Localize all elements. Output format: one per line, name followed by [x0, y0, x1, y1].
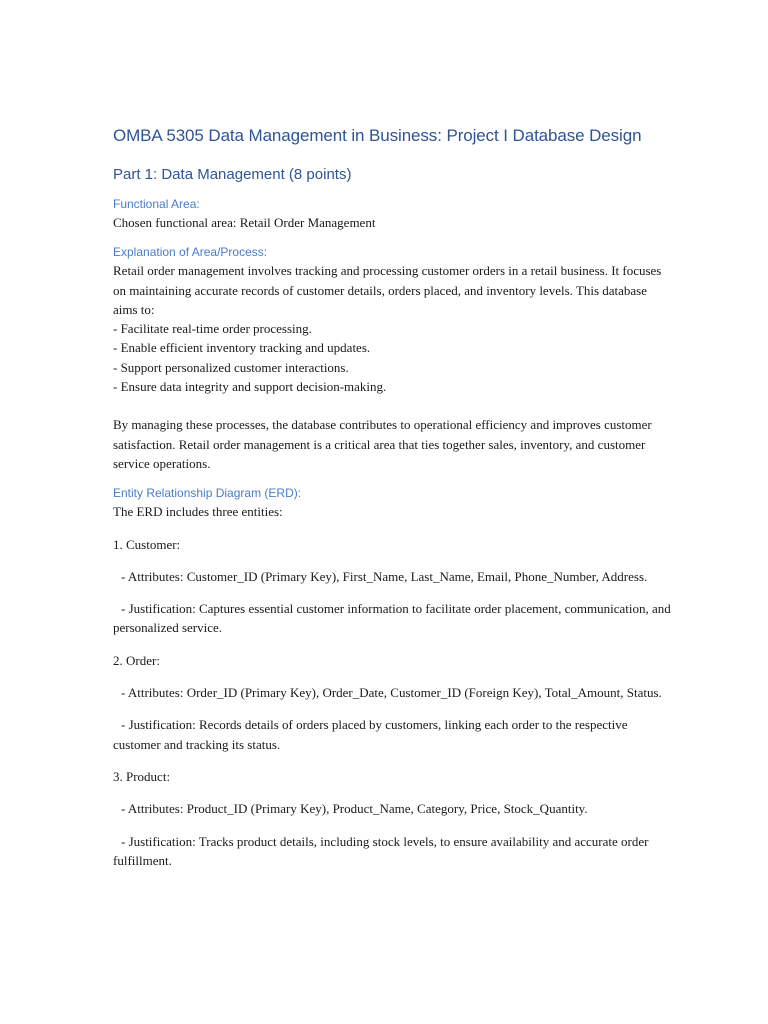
- explanation-intro: Retail order management involves tracking and processing customer orders in a retail business. It focuses on maintaining accurate records of customer details, orders placed, and inventory levels. This database aims to:: [113, 263, 662, 317]
- erd-intro: The ERD includes three entities:: [113, 504, 283, 520]
- entity-name-customer: 1. Customer:: [113, 536, 181, 552]
- entity-attributes-product: - Attributes: Product_ID (Primary Key), Product_Name, Category, Price, Stock_Quantity.: [121, 801, 588, 817]
- entity-justification-product: - Justification: Tracks product details, including stock levels, to ensure availability and accurate order fulfillment.: [113, 833, 649, 868]
- entity-attributes-customer: - Attributes: Customer_ID (Primary Key), First_Name, Last_Name, Email, Phone_Number, Address.: [121, 568, 648, 584]
- explanation-bullet: - Support personalized customer interactions.: [113, 359, 349, 375]
- functional-area-text: Chosen functional area: Retail Order Management: [113, 215, 376, 230]
- entity-attributes-order: - Attributes: Order_ID (Primary Key), Order_Date, Customer_ID (Foreign Key), Total_Amount, Status.: [121, 685, 662, 701]
- erd-heading: Entity Relationship Diagram (ERD):: [113, 486, 302, 501]
- explanation-closing: By managing these processes, the database contributes to operational efficiency and improves customer satisfaction. Retail order management is a critical area that ties together sales, inventory, and customer service operations.: [113, 417, 652, 471]
- explanation-bullet: - Facilitate real-time order processing.: [113, 321, 312, 337]
- part1-heading: Part 1: Data Management (8 points): [113, 166, 352, 183]
- entity-name-product: 3. Product:: [113, 768, 171, 784]
- entity-name-order: 2. Order:: [113, 652, 160, 668]
- document-title: OMBA 5305 Data Management in Business: Project I Database Design: [113, 126, 642, 145]
- entity-justification-order: - Justification: Records details of orders placed by customers, linking each order to the respective customer and tracking its status.: [113, 717, 628, 752]
- explanation-bullet: - Enable efficient inventory tracking and updates.: [113, 340, 371, 356]
- document-body: [113, 124, 673, 870]
- explanation-bullet: - Ensure data integrity and support decision-making.: [113, 379, 387, 395]
- entity-justification-customer: - Justification: Captures essential customer information to facilitate order placement, communication, and personalized service.: [113, 601, 671, 636]
- explanation-heading: Explanation of Area/Process:: [113, 245, 268, 260]
- functional-area-heading: Functional Area:: [113, 197, 200, 211]
